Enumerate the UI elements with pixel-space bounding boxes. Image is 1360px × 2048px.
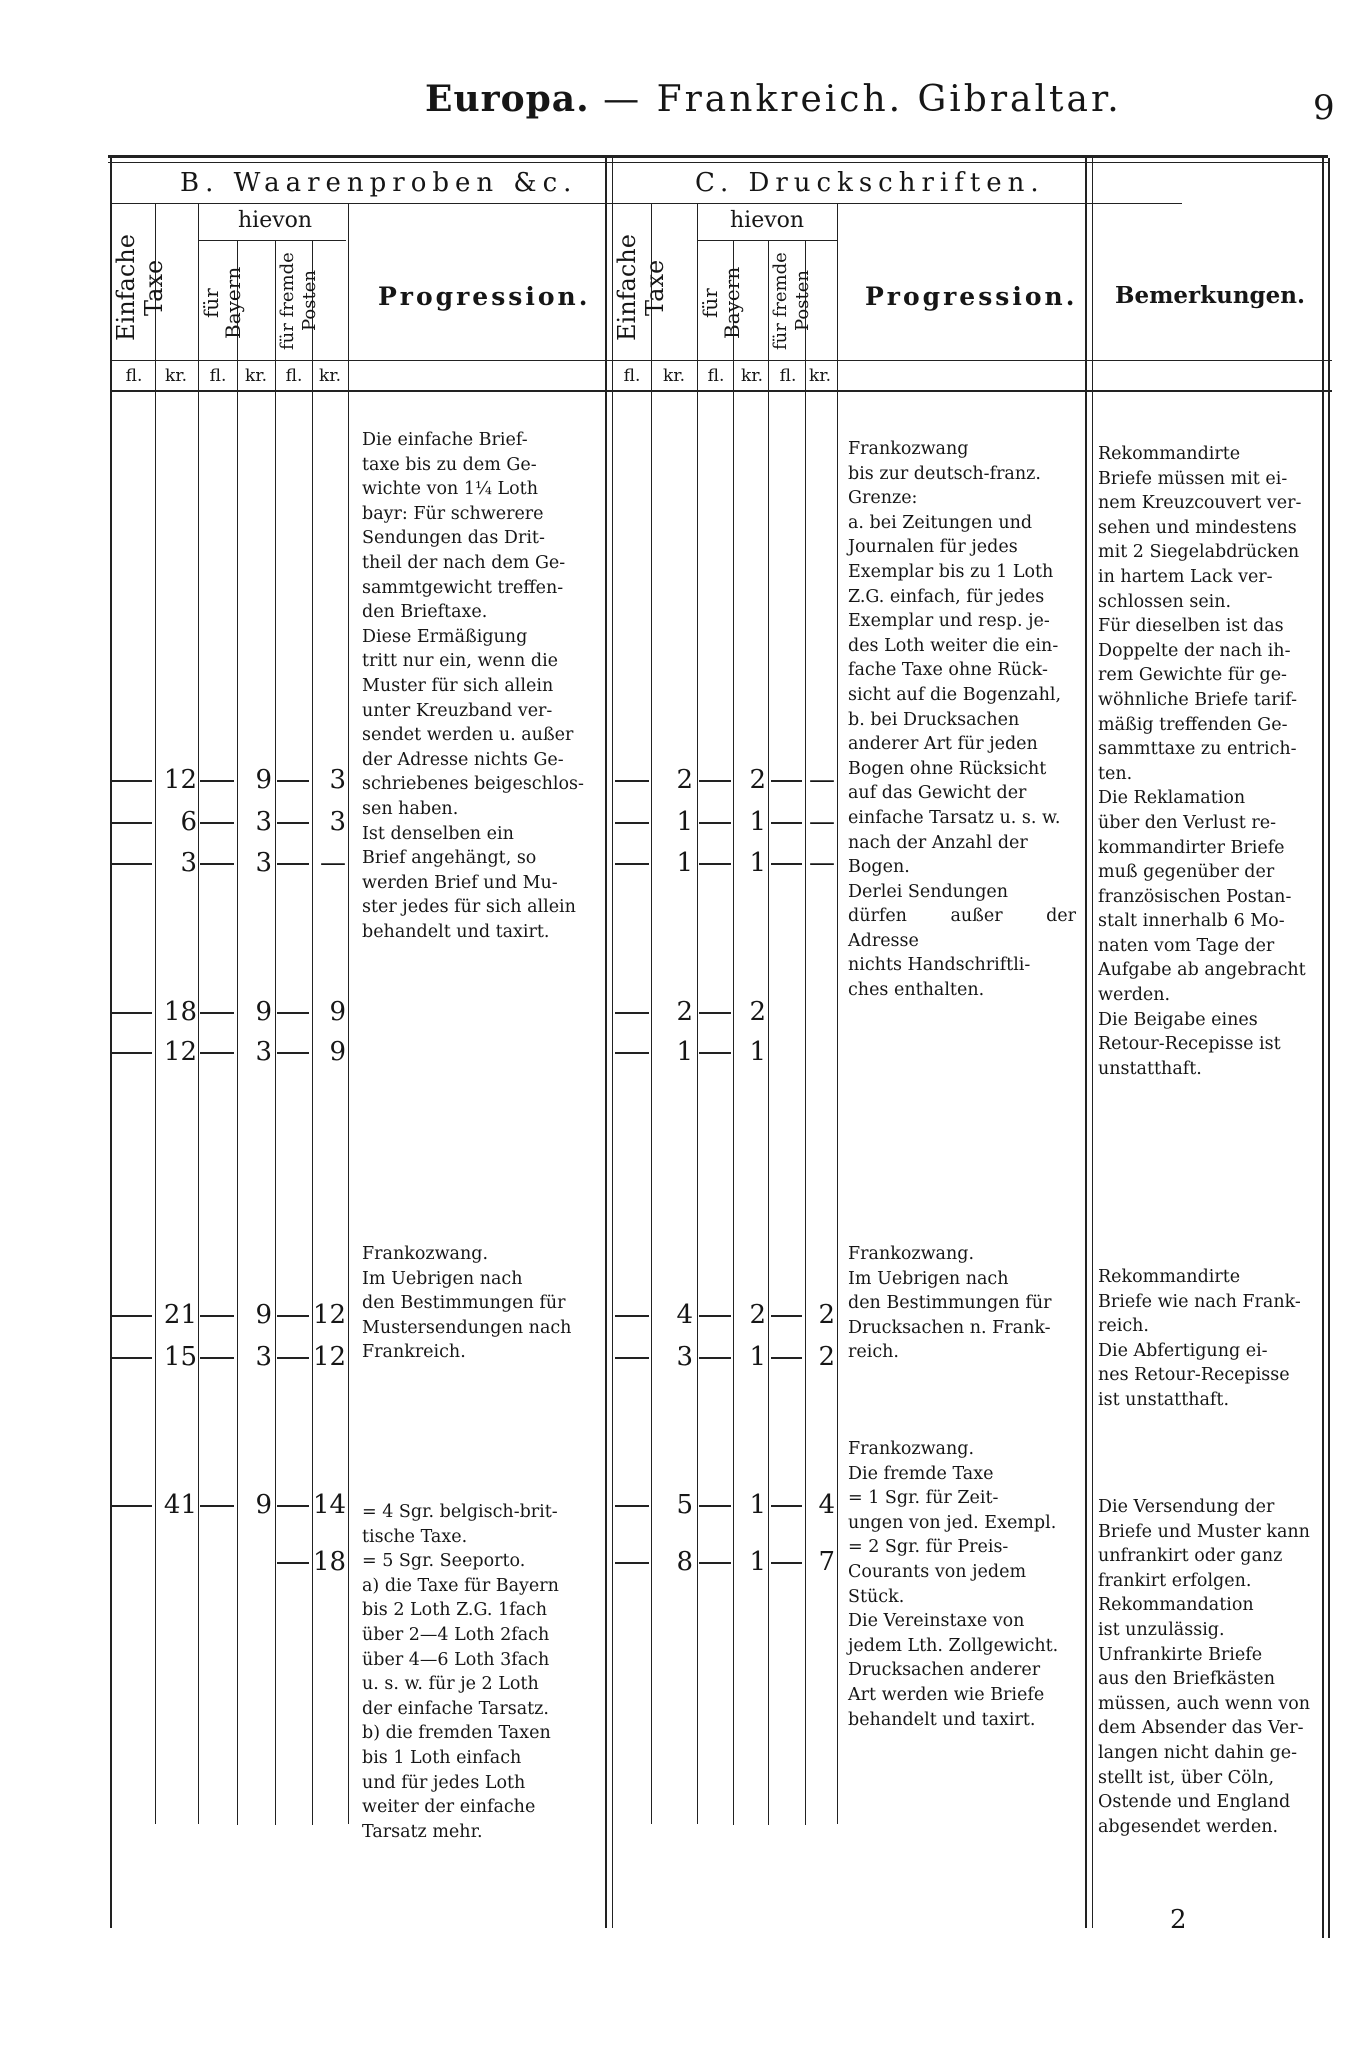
b-fremde-value: 3 — [329, 765, 346, 795]
rule-c-bayern-fl — [733, 240, 734, 1825]
c-fremde-fl-unit: fl. — [779, 366, 797, 386]
b-fuer-bayern-header: für Bayern — [199, 266, 245, 340]
c-bayern-fl-unit: fl. — [707, 366, 725, 386]
bemerkungen-text-2: Rekommandirte Briefe wie nach Frank- reich. Die Abfertigung ei- nes Retour-Recepisse ist unstatthaft. — [1098, 1267, 1301, 1410]
c-bayern-value: 2 — [749, 765, 766, 795]
b-einfach-value: 21 — [163, 1300, 197, 1330]
b-einfach-fl-dash — [112, 1315, 152, 1317]
c-fremde-fl-dash — [771, 1315, 802, 1317]
b-fremde-fl-dash — [277, 1052, 309, 1054]
c-einfach-fl-dash — [615, 1012, 649, 1014]
c-fremde-fl-dash — [771, 1505, 802, 1507]
b-einfach-value: 18 — [163, 997, 197, 1027]
c-fremde-value: — — [809, 848, 835, 878]
c-einfach-value: 3 — [676, 1342, 693, 1372]
b-bayern-fl-dash — [200, 780, 234, 782]
c-einfach-value: 4 — [676, 1300, 693, 1330]
c-einfach-value: 5 — [676, 1490, 693, 1520]
b-bayern-value: 9 — [255, 1300, 272, 1330]
b-einfach-fl-dash — [112, 1505, 152, 1507]
c-bayern-fl-dash — [699, 822, 731, 824]
b-fremde-value: — — [320, 848, 346, 878]
b-progression-text-2: Frankozwang. Im Uebrigen nach den Bestimmungen für Mustersendungen nach Frankreich. — [362, 1244, 572, 1363]
b-bayern-fl-dash — [200, 863, 234, 865]
c-bayern-fl-dash — [699, 863, 731, 865]
b-bayern-fl-unit: fl. — [209, 366, 227, 386]
b-bayern-fl-dash — [200, 1012, 234, 1014]
b-fremde-fl-dash — [277, 780, 309, 782]
title-subject: — Frankreich. Gibraltar. — [603, 79, 1122, 120]
c-hievon-rule — [697, 240, 837, 241]
b-fremde-fl-dash — [277, 863, 309, 865]
table-row — [0, 1037, 1360, 1067]
b-bayern-fl-dash — [200, 822, 234, 824]
b-bayern-fl-dash — [200, 1315, 234, 1317]
section-b-title: B. Waarenproben &c. — [180, 168, 578, 198]
c-fremde-kr-unit: kr. — [809, 366, 831, 386]
c-bayern-fl-dash — [699, 1052, 731, 1054]
b-progression-header: Progression. — [378, 282, 591, 311]
c-hievon-header: hievon — [730, 208, 805, 233]
c-einfache-taxe-header: Einfache Taxe — [613, 234, 669, 342]
c-einfach-kr-unit: kr. — [663, 366, 685, 386]
b-bayern-value: 9 — [255, 997, 272, 1027]
b-fuer-fremde-header: für fremde Posten — [277, 252, 320, 350]
table-row — [0, 848, 1360, 878]
c-fremde-fl-dash — [771, 780, 802, 782]
b-progression-text-3: = 4 Sgr. belgisch-brit- tische Taxe. = 5 Sgr. Seeporto. a) die Taxe für Bayern bis 2 Loth Z.G. 1fach über 2—4 Loth 2fach über 4—6 Loth 3fach u. s. w. für je 2 Loth der einfache Tarsatz. b) die fremden Taxen bis 1 Loth einfach und für jedes Loth weiter der einfache Tarsatz mehr. — [362, 1502, 559, 1842]
b-fremde-kr-unit: kr. — [319, 366, 341, 386]
c-bayern-value: 2 — [749, 997, 766, 1027]
b-einfach-fl-dash — [112, 780, 152, 782]
bemerkungen-header: Bemerkungen. — [1115, 282, 1305, 309]
table-top-rule-thin — [108, 162, 1328, 163]
section-title-rule — [112, 203, 1182, 204]
b-fremde-fl-unit: fl. — [285, 366, 303, 386]
c-bayern-fl-dash — [699, 1357, 731, 1359]
b-bayern-value: 3 — [255, 1037, 272, 1067]
b-einfach-value: 3 — [180, 848, 197, 878]
table-row — [0, 1547, 1360, 1577]
c-einfach-value: 2 — [676, 765, 693, 795]
page-title — [425, 78, 1122, 120]
b-fremde-value: 12 — [313, 1342, 347, 1372]
c-bayern-value: 1 — [749, 1490, 766, 1520]
b-fremde-value: 9 — [329, 997, 346, 1027]
rule-b-bayern — [275, 240, 276, 1825]
table-top-rule — [108, 155, 1328, 158]
c-fremde-fl-dash — [771, 822, 802, 824]
c-einfach-fl-dash — [615, 863, 649, 865]
c-progression-header: Progression. — [865, 282, 1078, 311]
c-bayern-fl-dash — [699, 1505, 731, 1507]
rule-c-fremde-fl — [805, 240, 806, 1825]
table-row — [0, 765, 1360, 795]
c-bayern-fl-dash — [699, 1315, 731, 1317]
c-fuer-fremde-header: für fremde Posten — [770, 252, 813, 350]
b-bayern-value: 9 — [255, 1490, 272, 1520]
c-fuer-bayern-header: für Bayern — [698, 266, 744, 340]
rule-c-bayern — [768, 240, 769, 1825]
table-row — [0, 1342, 1360, 1372]
c-progression-text-3: Frankozwang. Die fremde Taxe = 1 Sgr. für Zeit- ungen von jed. Exempl. = 2 Sgr. für Preis- Courants von jedem Stück. Die Vereinstaxe von jedem Lth. Zollgewicht. Drucksachen anderer Art werden wie Briefe behandelt und taxirt. — [848, 1439, 1059, 1730]
b-einfach-value: 12 — [163, 1037, 197, 1067]
b-einfach-value: 41 — [163, 1490, 197, 1520]
bemerkungen-text-1: Rekommandirte Briefe müssen mit ei- nem Kreuzcouvert ver- sehen und mindestens mit 2 Siegelabdrücken in hartem Lack ver- schlossen sein. Für dieselben ist das Doppelte der nach ih- rem Gewichte für ge- wöhnliche Briefe tarif- mäßig treffenden Ge- sammttaxe zu entrich- ten. Die Reklamation über den Verlust re- kommandirter Briefe muß gegenüber der französischen Postan- stalt innerhalb 6 Mo- naten vom Tage der Aufgabe ab angebracht werden. Die Beigabe eines Retour-Recepisse ist unstatthaft. — [1098, 444, 1306, 1079]
units-top-rule — [112, 360, 1332, 361]
c-bayern-value: 1 — [749, 1342, 766, 1372]
c-fremde-value: — — [809, 765, 835, 795]
b-fremde-value: 14 — [313, 1490, 347, 1520]
rule-b-bayern-fl — [237, 240, 238, 1825]
bemerkungen-text-3: Die Versendung der Briefe und Muster kann unfrankirt oder ganz frankirt erfolgen. Rekommandation ist unzulässig. Unfrankirte Briefe aus den Briefkästen müssen, auch wenn von dem Absender das Ver- langen nicht dahin ge- stellt ist, über Cöln, Ostende und England abgesendet werden. — [1098, 1497, 1311, 1837]
c-einfach-fl-dash — [615, 1505, 649, 1507]
b-fremde-fl-dash — [277, 1505, 309, 1507]
b-bayern-value: 3 — [255, 807, 272, 837]
c-einfach-fl-dash — [615, 822, 649, 824]
title-country: Europa. — [425, 78, 590, 120]
b-fremde-fl-dash — [277, 1315, 309, 1317]
b-fremde-value: 18 — [313, 1547, 347, 1577]
c-einfach-value: 1 — [676, 807, 693, 837]
b-einfach-fl-dash — [112, 1052, 152, 1054]
b-einfache-taxe-header: Einfache Taxe — [112, 234, 168, 342]
b-einfach-kr-unit: kr. — [165, 366, 187, 386]
c-bayern-value: 1 — [749, 807, 766, 837]
c-fremde-value: 4 — [818, 1490, 835, 1520]
c-einfach-fl-dash — [615, 1052, 649, 1054]
c-einfach-fl-dash — [615, 1357, 649, 1359]
rule-b-fremde-fl — [312, 240, 313, 1825]
c-bayern-value: 1 — [749, 848, 766, 878]
c-fremde-value: 2 — [818, 1342, 835, 1372]
units-bottom-rule — [112, 390, 1332, 392]
b-bayern-kr-unit: kr. — [245, 366, 267, 386]
b-einfach-fl-unit: fl. — [125, 366, 143, 386]
c-einfach-fl-unit: fl. — [623, 366, 641, 386]
c-fremde-fl-dash — [771, 1357, 802, 1359]
b-einfach-fl-dash — [112, 863, 152, 865]
b-einfach-value: 12 — [163, 765, 197, 795]
c-fremde-value: — — [809, 807, 835, 837]
c-fremde-fl-dash — [771, 863, 802, 865]
c-bayern-kr-unit: kr. — [741, 366, 763, 386]
b-fremde-value: 9 — [329, 1037, 346, 1067]
b-progression-text-1: Die einfache Brief- taxe bis zu dem Ge- wichte von 1¼ Loth bayr: Für schwerere Sendungen das Drit- theil der nach dem Ge- sammtgewicht treffen- den Brieftaxe. Diese Ermäßigung tritt nur ein, wenn die Muster für sich allein unter Kreuzband ver- sendet werden u. außer der Adresse nichts Ge- schriebenes beigeschlos- sen haben. Ist denselben ein Brief angehängt, so werden Brief und Mu- ster jedes für sich allein behandelt und taxirt. — [362, 430, 584, 942]
c-fremde-value: 7 — [818, 1547, 835, 1577]
b-bayern-value: 3 — [255, 1342, 272, 1372]
table-row — [0, 807, 1360, 837]
b-bayern-fl-dash — [200, 1505, 234, 1507]
c-bayern-value: 1 — [749, 1547, 766, 1577]
b-bayern-fl-dash — [200, 1052, 234, 1054]
c-einfach-fl-dash — [615, 1315, 649, 1317]
b-fremde-fl-dash — [277, 1562, 309, 1564]
b-hievon-rule — [198, 240, 346, 241]
c-bayern-fl-dash — [699, 1012, 731, 1014]
b-fremde-fl-dash — [277, 822, 309, 824]
c-fremde-fl-dash — [771, 1562, 802, 1564]
b-einfach-value: 15 — [163, 1342, 197, 1372]
c-bayern-value: 1 — [749, 1037, 766, 1067]
page-number: 9 — [1313, 88, 1335, 128]
b-bayern-value: 3 — [255, 848, 272, 878]
b-hievon-header: hievon — [238, 208, 313, 233]
c-progression-text-1: Frankozwang bis zur deutsch-franz. Grenze: a. bei Zeitungen und Journalen für jedes Exemplar bis zu 1 Loth Z.G. einfach, für jedes Exemplar und resp. je- des Loth weiter die ein- fache Taxe ohne Rück- sicht auf die Bogenzahl, b. bei Drucksachen anderer Art für jeden Bogen ohne Rücksicht auf das Gewicht der einfache Tarsatz u. s. w. nach der Anzahl der Bogen. Derlei Sendungen dürfen außer der Adresse nichts Handschriftli- ches enthalten. — [848, 439, 1076, 1001]
c-einfach-value: 1 — [676, 848, 693, 878]
table-row — [0, 1300, 1360, 1330]
c-einfach-fl-dash — [615, 1562, 649, 1564]
b-fremde-value: 3 — [329, 807, 346, 837]
b-fremde-value: 12 — [313, 1300, 347, 1330]
c-progression-text-2: Frankozwang. Im Uebrigen nach den Bestimmungen für Drucksachen n. Frank- reich. — [848, 1244, 1052, 1363]
c-bayern-value: 2 — [749, 1300, 766, 1330]
table-row — [0, 1490, 1360, 1520]
c-einfach-value: 8 — [676, 1547, 693, 1577]
b-einfach-fl-dash — [112, 822, 152, 824]
c-einfach-value: 1 — [676, 1037, 693, 1067]
b-bayern-value: 9 — [255, 765, 272, 795]
table-row — [0, 997, 1360, 1027]
c-bayern-fl-dash — [699, 1562, 731, 1564]
c-fremde-value: 2 — [818, 1300, 835, 1330]
b-einfach-fl-dash — [112, 1357, 152, 1359]
c-einfach-fl-dash — [615, 780, 649, 782]
b-fremde-fl-dash — [277, 1012, 309, 1014]
c-bayern-fl-dash — [699, 780, 731, 782]
b-einfach-fl-dash — [112, 1012, 152, 1014]
b-einfach-value: 6 — [180, 807, 197, 837]
section-c-title: C. Druckschriften. — [695, 168, 1045, 198]
b-fremde-fl-dash — [277, 1357, 309, 1359]
c-einfach-value: 2 — [676, 997, 693, 1027]
signature-number: 2 — [1170, 1905, 1187, 1935]
b-bayern-fl-dash — [200, 1357, 234, 1359]
